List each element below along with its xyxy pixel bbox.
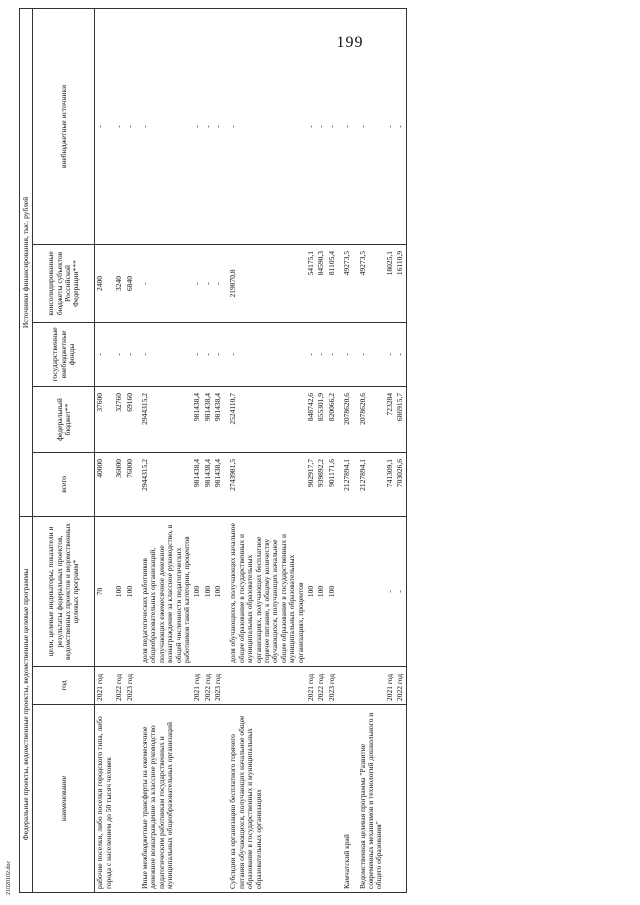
- table-row: [228, 9, 306, 893]
- cell-year: 2023 год: [327, 667, 337, 705]
- table-row: [395, 9, 406, 893]
- cell-year: 2022 год: [203, 667, 213, 705]
- cell-state-funds: -: [125, 322, 135, 386]
- cell-total: 902917,7: [306, 452, 316, 516]
- cell-offbudget: -: [342, 9, 352, 245]
- cell-offbudget: -: [306, 9, 316, 245]
- column-header-target: цели, целевые индикаторы, показатели и результаты федеральных проектов, ведомственных проектов и ведомственных целевых программ*: [33, 516, 95, 666]
- cell-target: 100: [327, 516, 337, 666]
- cell-year: [342, 667, 352, 705]
- cell-name: Субсидии на организацию бесплатного горячего питания обучающихся, получающих начальное общее образование в государственных и муниципальных образовательных организациях: [228, 705, 306, 893]
- cell-name: [385, 705, 395, 893]
- cell-federal: 686915,7: [395, 386, 406, 452]
- table-row: [213, 9, 223, 893]
- cell-offbudget: -: [316, 9, 326, 245]
- cell-offbudget: -: [95, 9, 114, 245]
- cell-federal: 2078620,6: [358, 386, 385, 452]
- cell-year: [140, 667, 192, 705]
- cell-regional: -: [192, 244, 202, 322]
- budget-table-sheet: [19, 8, 607, 893]
- cell-name: Ведомственная целевая программа "Развитие современных механизмов и технологий дошкольного и общего образования": [358, 705, 385, 893]
- cell-federal: 848742,6: [306, 386, 316, 452]
- cell-regional: 6840: [125, 244, 135, 322]
- cell-year: 2023 год: [213, 667, 223, 705]
- cell-offbudget: -: [140, 9, 192, 245]
- cell-state-funds: -: [140, 322, 192, 386]
- column-header-regional: консолидированные бюджеты субъектов Российской Федерации***: [33, 244, 95, 322]
- cell-total: 703026,6: [395, 452, 406, 516]
- column-header-total: всего: [33, 452, 95, 516]
- cell-state-funds: -: [395, 322, 406, 386]
- cell-federal: 2944315,2: [140, 386, 192, 452]
- cell-offbudget: -: [114, 9, 124, 245]
- cell-regional: -: [203, 244, 213, 322]
- cell-state-funds: -: [385, 322, 395, 386]
- cell-name: [125, 705, 135, 893]
- cell-total: 2127894,1: [358, 452, 385, 516]
- cell-target: [358, 516, 385, 666]
- table-row: [203, 9, 213, 893]
- cell-year: 2022 год: [114, 667, 124, 705]
- cell-target: 100: [125, 516, 135, 666]
- cell-total: 2944315,2: [140, 452, 192, 516]
- column-header-year: год: [33, 667, 95, 705]
- cell-offbudget: -: [192, 9, 202, 245]
- cell-year: 2022 год: [395, 667, 406, 705]
- cell-federal: 2524110,7: [228, 386, 306, 452]
- cell-state-funds: -: [306, 322, 316, 386]
- cell-regional: -: [140, 244, 192, 322]
- cell-year: 2022 год: [316, 667, 326, 705]
- table-row: [192, 9, 202, 893]
- cell-offbudget: -: [358, 9, 385, 245]
- cell-target: доля обучающихся, получающих начальное общее образование в государственных и муниципальных образовательных организациях, получающих бесплатное горячее питание, к общему количеству обучающихся, получающих начальное общее образование в государственных и муниципальных образовательных организациях, процентов: [228, 516, 306, 666]
- cell-offbudget: -: [385, 9, 395, 245]
- cell-target: [342, 516, 352, 666]
- cell-target: -: [395, 516, 406, 666]
- cell-total: 741309,1: [385, 452, 395, 516]
- cell-total: 36000: [114, 452, 124, 516]
- cell-regional: 16110,9: [395, 244, 406, 322]
- cell-total: 981438,4: [192, 452, 202, 516]
- cell-state-funds: -: [327, 322, 337, 386]
- cell-offbudget: -: [213, 9, 223, 245]
- cell-offbudget: -: [203, 9, 213, 245]
- cell-total: 76000: [125, 452, 135, 516]
- cell-state-funds: -: [316, 322, 326, 386]
- cell-total: 939892,2: [316, 452, 326, 516]
- table-row: [125, 9, 135, 893]
- cell-regional: 3240: [114, 244, 124, 322]
- cell-federal: 981438,4: [213, 386, 223, 452]
- cell-state-funds: -: [203, 322, 213, 386]
- cell-target: 100: [114, 516, 124, 666]
- cell-target: 100: [316, 516, 326, 666]
- cell-state-funds: -: [95, 322, 114, 386]
- cell-state-funds: -: [358, 322, 385, 386]
- cell-offbudget: -: [395, 9, 406, 245]
- cell-year: [358, 667, 385, 705]
- cell-name: [306, 705, 316, 893]
- cell-federal: 37600: [95, 386, 114, 452]
- cell-year: 2021 год: [385, 667, 395, 705]
- cell-total: 2127894,1: [342, 452, 352, 516]
- table-row: [306, 9, 316, 893]
- cell-name: Камчатский край: [342, 705, 352, 893]
- cell-name: [316, 705, 326, 893]
- table-row: [114, 9, 124, 893]
- column-header-state-funds: государственные внебюджетные фонды: [33, 322, 95, 386]
- cell-offbudget: -: [125, 9, 135, 245]
- cell-federal: 2078620,6: [342, 386, 352, 452]
- sources-group-header: Источники финансирования, тыс. рублей: [20, 9, 33, 517]
- cell-state-funds: -: [114, 322, 124, 386]
- cell-target: 100: [213, 516, 223, 666]
- cell-state-funds: -: [192, 322, 202, 386]
- cell-target: 100: [203, 516, 213, 666]
- cell-total: 40000: [95, 452, 114, 516]
- cell-state-funds: -: [228, 322, 306, 386]
- column-header-offbudget: внебюджетные источники: [33, 9, 95, 245]
- table-row: [95, 9, 114, 893]
- cell-regional: 2400: [95, 244, 114, 322]
- cell-total: 981438,4: [203, 452, 213, 516]
- projects-group-header: Федеральные проекты, ведомственные проекты, ведомственные целевые программы: [20, 516, 33, 892]
- cell-target: -: [385, 516, 395, 666]
- cell-year: 2021 год: [192, 667, 202, 705]
- cell-federal: 32760: [114, 386, 124, 452]
- cell-regional: -: [213, 244, 223, 322]
- column-header-federal: федеральный бюджет**: [33, 386, 95, 452]
- table-row: [358, 9, 385, 893]
- cell-regional: 81105,4: [327, 244, 337, 322]
- cell-name: [213, 705, 223, 893]
- cell-federal: 69160: [125, 386, 135, 452]
- cell-offbudget: -: [327, 9, 337, 245]
- cell-regional: 49273,5: [358, 244, 385, 322]
- cell-federal: 981438,4: [203, 386, 213, 452]
- cell-name: [395, 705, 406, 893]
- table-row: [385, 9, 395, 893]
- cell-regional: 18025,1: [385, 244, 395, 322]
- cell-name: [327, 705, 337, 893]
- table-row: [342, 9, 352, 893]
- cell-name: рабочие поселки, либо поселки городского типа, либо города с населением до 50 тысяч человек: [95, 705, 114, 893]
- cell-name: [203, 705, 213, 893]
- cell-year: 2023 год: [125, 667, 135, 705]
- cell-state-funds: -: [213, 322, 223, 386]
- table-row: [327, 9, 337, 893]
- cell-total: 2743981,5: [228, 452, 306, 516]
- cell-target: 100: [192, 516, 202, 666]
- cell-year: 2021 год: [95, 667, 114, 705]
- table-row: [140, 9, 192, 893]
- cell-name: [192, 705, 202, 893]
- column-header-name: наименование: [33, 705, 95, 893]
- cell-name: Иные межбюджетные трансферты на ежемесячное денежное вознаграждение за классное руководство педагогическим работникам государственных и муниципальных общеобразовательных организаций: [140, 705, 192, 893]
- document-file-code: 21020102.doc: [6, 860, 12, 895]
- cell-federal: 981438,4: [192, 386, 202, 452]
- cell-year: [228, 667, 306, 705]
- cell-regional: 219870,8: [228, 244, 306, 322]
- cell-offbudget: -: [228, 9, 306, 245]
- table-row: [316, 9, 326, 893]
- cell-target: 70: [95, 516, 114, 666]
- cell-regional: 54175,1: [306, 244, 316, 322]
- cell-year: 2021 год: [306, 667, 316, 705]
- cell-state-funds: -: [342, 322, 352, 386]
- cell-total: 901171,6: [327, 452, 337, 516]
- cell-name: [114, 705, 124, 893]
- cell-federal: 855301,9: [316, 386, 326, 452]
- cell-regional: 84590,3: [316, 244, 326, 322]
- cell-regional: 49273,5: [342, 244, 352, 322]
- page-number: 199: [336, 34, 364, 51]
- cell-target: 100: [306, 516, 316, 666]
- cell-total: 981438,4: [213, 452, 223, 516]
- financing-table: [19, 8, 407, 893]
- cell-target: доля педагогических работников общеобразовательных организаций, получающих ежемесячное денежное вознаграждение за классное руководство, в общей численности педагогических работников такой категории, процентов: [140, 516, 192, 666]
- cell-federal: 723284: [385, 386, 395, 452]
- cell-federal: 820066,2: [327, 386, 337, 452]
